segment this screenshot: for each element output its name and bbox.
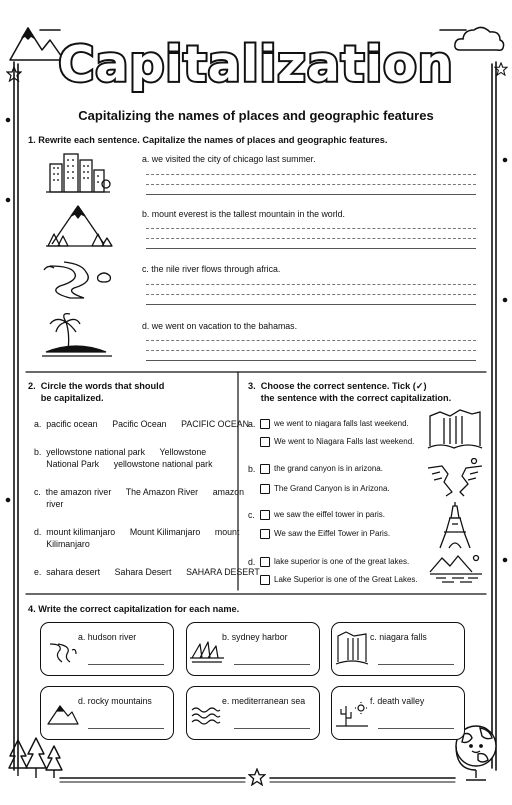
answer-line[interactable]: [378, 728, 454, 729]
circle-item-d[interactable]: d. mount kilimanjaro Mount Kilimanjaro mount Kilimanjaro: [34, 527, 240, 549]
checkbox[interactable]: [260, 575, 270, 585]
checkbox[interactable]: [260, 510, 270, 520]
writing-line[interactable]: [146, 284, 476, 285]
circle-item-c[interactable]: c. the amazon river The Amazon River amazon river: [34, 487, 245, 509]
lake-icon: [428, 552, 484, 586]
choice-option[interactable]: lake superior is one of the great lakes.: [274, 557, 410, 566]
mountain-icon: [46, 702, 80, 728]
writing-line[interactable]: [146, 340, 476, 341]
choice-letter: b.: [248, 464, 256, 474]
checkbox[interactable]: [260, 484, 270, 494]
page-title: Capitalization: [58, 36, 454, 93]
choice-option[interactable]: Lake Superior is one of the Great Lakes.: [274, 575, 418, 584]
checkbox[interactable]: [260, 557, 270, 567]
choice-option[interactable]: The Grand Canyon is in Arizona.: [274, 484, 390, 493]
waterfall-icon: [336, 630, 368, 666]
circle-item-a[interactable]: a. pacific ocean Pacific Ocean PACIFIC OCEAN: [34, 419, 249, 429]
city-buildings-icon: [44, 150, 112, 196]
answer-line[interactable]: [88, 728, 164, 729]
eiffel-tower-icon: [438, 500, 472, 550]
circle-item-b[interactable]: b. yellowstone national park Yellowstone National Park yellowstone national park: [34, 447, 213, 469]
desert-cactus-icon: [336, 700, 368, 730]
sentence-a: a. we visited the city of chicago last summer.: [142, 154, 316, 164]
choice-letter: a.: [248, 419, 256, 429]
writing-line[interactable]: [146, 238, 476, 239]
river-icon: [40, 256, 114, 302]
sentence-c: c. the nile river flows through africa.: [142, 264, 281, 274]
canyon-icon: [426, 458, 484, 498]
choice-option[interactable]: We went to Niagara Falls last weekend.: [274, 437, 415, 446]
waterfall-icon: [426, 406, 484, 452]
checkbox[interactable]: [260, 529, 270, 539]
answer-line[interactable]: [234, 664, 310, 665]
writing-line[interactable]: [146, 184, 476, 185]
circle-item-e[interactable]: e. sahara desert Sahara Desert SAHARA DESERT: [34, 567, 260, 577]
card-label: f. death valley: [370, 696, 425, 706]
card-label: a. hudson river: [78, 632, 137, 642]
opera-house-icon: [190, 638, 226, 666]
waves-icon: [190, 706, 222, 726]
star-icon: [248, 768, 266, 786]
choice-letter: c.: [248, 510, 255, 520]
writing-line[interactable]: [146, 304, 476, 305]
page-subtitle: Capitalizing the names of places and geographic features: [78, 108, 434, 123]
writing-line[interactable]: [146, 360, 476, 361]
choice-option[interactable]: We saw the Eiffel Tower in Paris.: [274, 529, 391, 538]
card-label: b. sydney harbor: [222, 632, 288, 642]
section1-heading: 1. Rewrite each sentence. Capitalize the names of places and geographic features.: [28, 135, 388, 145]
checkbox[interactable]: [260, 464, 270, 474]
mountain-icon: [44, 202, 114, 250]
sentence-b: b. mount everest is the tallest mountain in the world.: [142, 209, 345, 219]
answer-line[interactable]: [88, 664, 164, 665]
card-label: e. mediterranean sea: [222, 696, 306, 706]
writing-line[interactable]: [146, 350, 476, 351]
card-label: c. niagara falls: [370, 632, 427, 642]
section4-heading: 4. Write the correct capitalization for each name.: [28, 604, 240, 614]
answer-line[interactable]: [378, 664, 454, 665]
palm-island-icon: [40, 310, 114, 360]
choice-option[interactable]: we saw the eiffel tower in paris.: [274, 510, 386, 519]
choice-option[interactable]: we went to niagara falls last weekend.: [274, 419, 409, 428]
choice-option[interactable]: the grand canyon is in arizona.: [274, 464, 383, 473]
checkbox[interactable]: [260, 437, 270, 447]
sentence-d: d. we went on vacation to the bahamas.: [142, 321, 298, 331]
writing-line[interactable]: [146, 228, 476, 229]
checkbox[interactable]: [260, 419, 270, 429]
writing-line[interactable]: [146, 194, 476, 195]
writing-line[interactable]: [146, 174, 476, 175]
river-icon: [46, 640, 78, 666]
section2-heading: 2. Circle the words that should be capitalized.: [28, 381, 165, 403]
section3-heading: 3. Choose the correct sentence. Tick (✓) the sentence with the correct capitalization.: [248, 381, 452, 403]
choice-letter: d.: [248, 557, 256, 567]
pine-trees-icon: [8, 736, 64, 784]
writing-line[interactable]: [146, 294, 476, 295]
card-label: d. rocky mountains: [78, 696, 152, 706]
writing-line[interactable]: [146, 248, 476, 249]
answer-line[interactable]: [234, 728, 310, 729]
